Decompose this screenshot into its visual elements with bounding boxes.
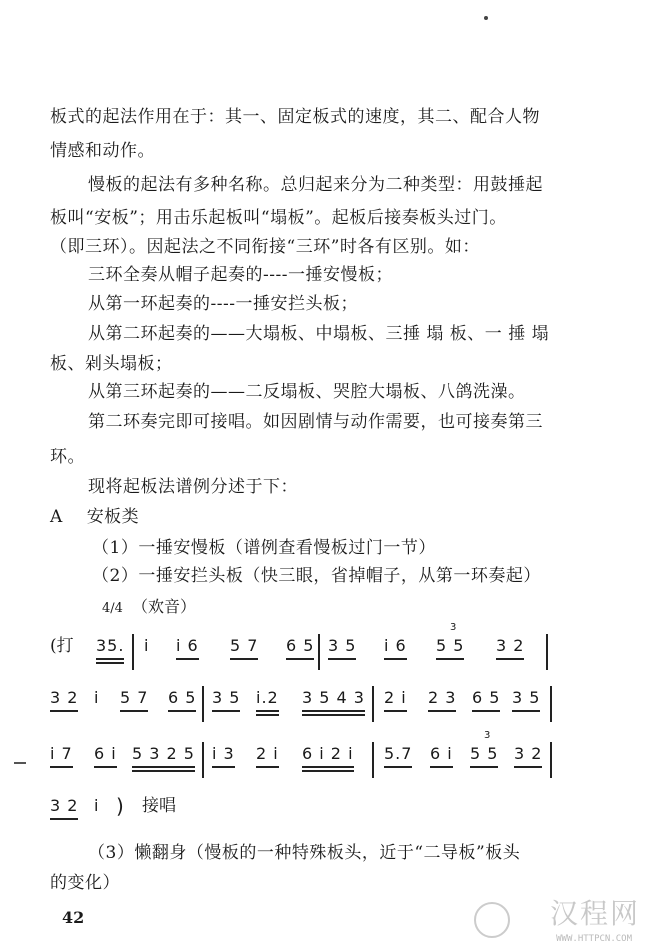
note-group: i (94, 796, 100, 815)
barline (550, 686, 552, 722)
watermark-logo-icon (474, 902, 510, 938)
note-group: 6 5 (286, 636, 314, 656)
section-letter: A (50, 507, 63, 527)
section-title: 安板类 (86, 507, 140, 527)
score-row-1 (50, 622, 570, 686)
barline (372, 686, 374, 722)
paragraph-line-4: 板叫“安板”；用击乐起板叫“塌板”。起板后接奏板头过门。 (50, 208, 507, 228)
note-group: 2 3 (428, 688, 456, 708)
note-group: i 7 (50, 744, 73, 764)
paragraph-line-13: 现将起板法谱例分述于下： (88, 477, 298, 497)
note-group: i.2 (256, 688, 279, 708)
note-group: 5 7 (120, 688, 148, 708)
item-2: （2）一捶安拦头板（快三眼，省掉帽子，从第一环奏起） (92, 566, 541, 586)
note-group: i (144, 636, 150, 655)
paragraph-line-12: 环。 (50, 447, 85, 467)
item-3-line-2: 的变化） (50, 873, 120, 893)
meter-line (102, 596, 196, 620)
page-speck (484, 16, 488, 20)
note-group: 3 2 (496, 636, 524, 656)
note-group: 5.7 (384, 744, 412, 764)
time-signature: 4/4 (102, 601, 123, 616)
note-group: 3 5 (512, 688, 540, 708)
barline (372, 742, 374, 778)
note-group: 3 5 (212, 688, 240, 708)
note-group: 3 2 (514, 744, 542, 764)
note-group: i 6 (176, 636, 199, 656)
watermark-url: WWW.HTTPCN.COM (556, 934, 632, 944)
barline (132, 634, 134, 670)
note-group: 3 2 (50, 688, 78, 708)
grace-note: 3 (450, 622, 458, 633)
grace-note: 3 (484, 730, 492, 741)
margin-mark (14, 762, 26, 764)
note-group: 35. (96, 636, 124, 656)
note-group: 3 5 4 3 (302, 688, 365, 708)
paragraph-line-8: 从第二环起奏的——大塌板、中塌板、三捶 塌 板、一 捶 塌 (88, 324, 550, 344)
closing-paren: ) (116, 794, 125, 818)
watermark-text: 汉程网 (549, 897, 640, 930)
barline (202, 742, 204, 778)
note-group: 6 i 2 i (302, 744, 354, 764)
score-open-label: (打 (50, 636, 74, 656)
score-row-2 (50, 688, 570, 738)
score-end-label: 接唱 (142, 796, 176, 816)
paragraph-line-11: 第二环奏完即可接唱。如因剧情与动作需要，也可接奏第三 (88, 412, 543, 432)
paragraph-line-3: 慢板的起法有多种名称。总归起来分为二种类型：用鼓捶起 (88, 175, 543, 195)
note-group: 6 i (430, 744, 453, 764)
score-row-3 (50, 730, 570, 794)
note-group: 3 5 (328, 636, 356, 656)
section-a-heading (50, 506, 610, 528)
paragraph-line-5: （即三环）。因起法之不同衔接“三环”时各有区别。如： (50, 237, 480, 257)
note-group: 2 i (384, 688, 407, 708)
paragraph-line-6: 三环全奏从帽子起奏的----一捶安慢板； (88, 265, 393, 285)
paragraph-line-2: 情感和动作。 (50, 141, 155, 161)
note-group: 2 i (256, 744, 279, 764)
note-group: i 3 (212, 744, 235, 764)
page-number: 42 (62, 908, 85, 927)
note-group: 3 5 5 (436, 636, 464, 656)
score-row-4 (50, 796, 570, 846)
note-group: 3 5 5 (470, 744, 498, 764)
mode-label: （欢音） (132, 597, 197, 616)
item-1: （1）一捶安慢板（谱例查看慢板过门一节） (92, 538, 436, 558)
barline (550, 742, 552, 778)
paragraph-line-10: 从第三环起奏的——二反塌板、哭腔大塌板、八鸽洗澡。 (88, 382, 526, 402)
barline (318, 634, 320, 670)
paragraph-line-7: 从第一环起奏的----一捶安拦头板； (88, 294, 358, 314)
note-group: 3 2 (50, 796, 78, 816)
note-group: i (94, 688, 100, 707)
note-group: 6 5 (168, 688, 196, 708)
note-group: 5 3 2 5 (132, 744, 195, 764)
note-group: 5 7 (230, 636, 258, 656)
note-group: 6 i (94, 744, 117, 764)
note-group: i 6 (384, 636, 407, 656)
paragraph-line-9: 板、剁头塌板； (50, 354, 173, 374)
barline (202, 686, 204, 722)
item-3-line-1: （3）懒翻身（慢板的一种特殊板头，近于“二导板”板头 (88, 843, 521, 863)
note-group: 6 5 (472, 688, 500, 708)
barline (546, 634, 548, 670)
paragraph-line-1: 板式的起法作用在于：其一、固定板式的速度，其二、配合人物 (50, 107, 540, 127)
